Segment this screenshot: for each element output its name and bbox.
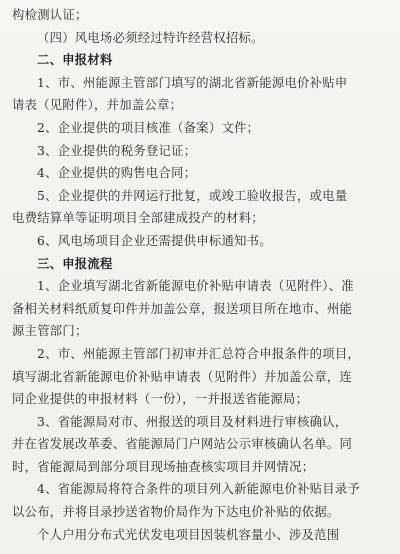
text-line: 个人户用分布式光伏发电项目因装机容量小、涉及范围 bbox=[37, 527, 340, 542]
text-line: 1、市、州能源主管部门填写的湖北省新能源电价补贴申 bbox=[37, 75, 348, 90]
text-line: 2、企业提供的项目核准（备案）文件； bbox=[37, 120, 260, 135]
text-line: 并在省发展改革委、省能源局门户网站公示审核确认名单。同 bbox=[12, 437, 353, 452]
text-line: 构检测认证； bbox=[12, 8, 88, 22]
text-line: 电费结算单等证明项目全部建成投产的材料； bbox=[12, 211, 264, 226]
text-line: 填写湖北省新能源电价补贴申请表（见附件）并加盖公章，连 bbox=[12, 369, 353, 384]
text-line: 时，省能源局到部分项目现场抽查核实项目并网情况； bbox=[12, 459, 315, 474]
text-line: 4、省能源局将符合条件的项目列入新能源电价补贴目录予 bbox=[37, 482, 361, 497]
text-line: （四）风电场必须经过特许经营权招标。 bbox=[37, 30, 264, 45]
text-line: 3、省能源局对市、州报送的项目及材料进行审核确认， bbox=[37, 414, 348, 429]
text-line: 同企业提供的申报材料（一份），一并报送省能源局； bbox=[12, 392, 309, 407]
text-line: 6、风电场项目企业还需提供申标通知书。 bbox=[37, 233, 272, 248]
section-heading: 三、申报流程 bbox=[37, 255, 113, 271]
text-line: 请表（见附件），并加盖公章； bbox=[12, 98, 183, 113]
text-line: 以公布，并将目录抄送省物价局作为下达电价补贴的依据。 bbox=[12, 505, 340, 520]
text-line: 3、企业提供的税务登记证； bbox=[37, 143, 197, 158]
text-line: 备相关材料纸质复印件并加盖公章，报送项目所在地市、州能 bbox=[12, 301, 353, 316]
section-heading: 二、申报材料 bbox=[37, 52, 113, 68]
text-line: 4、企业提供的购售电合同； bbox=[37, 166, 197, 181]
text-line: 2、市、州能源主管部门初审并汇总符合申报条件的项目， bbox=[37, 346, 361, 361]
text-line: 1、企业填写湖北省新能源电价补贴申请表（见附件）、准 bbox=[37, 279, 354, 294]
text-line: 源主管部门； bbox=[12, 324, 88, 339]
document-body bbox=[12, 4, 388, 546]
text-line: 5、企业提供的并网运行批复，或竣工验收报告，或电量 bbox=[37, 188, 348, 203]
